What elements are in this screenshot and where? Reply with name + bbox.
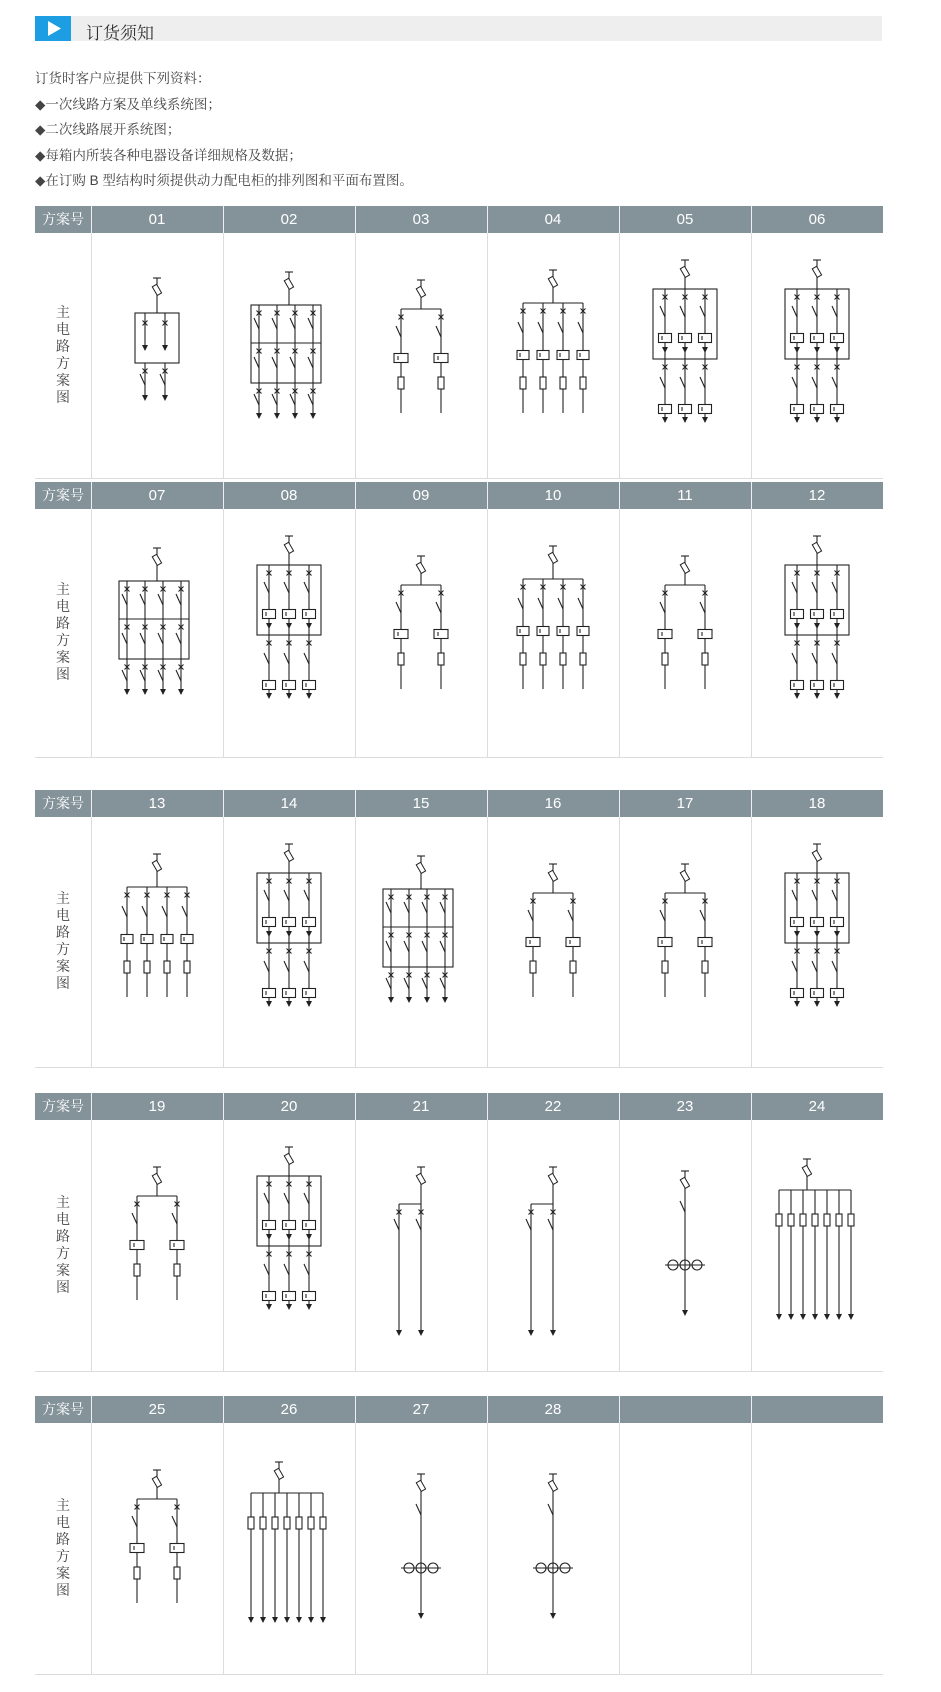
main-circuit-diagram-label: [35, 581, 91, 683]
circuit-diagram-svg: [751, 509, 883, 757]
circuit-diagram-svg: [91, 1423, 223, 1674]
scheme-diagram-row: [35, 1423, 883, 1675]
note-item: ◆二次线路展开系统图；: [35, 122, 181, 137]
scheme-number-label: 方案号: [42, 795, 84, 811]
circuit-diagram-svg: [619, 1120, 751, 1371]
label-char: 图: [56, 666, 70, 682]
scheme-number-label: 方案号: [42, 1098, 84, 1114]
header-divider: [487, 1093, 488, 1120]
column-divider: [751, 1423, 752, 1674]
header-divider: [619, 206, 620, 233]
circuit-diagram-svg: [355, 233, 487, 478]
section-title: 订货须知: [86, 24, 154, 43]
scheme-header-row: [35, 790, 883, 817]
label-char: 路: [56, 1531, 70, 1547]
note-item: ◆在订购 B 型结构时须提供动力配电柜的排列图和平面布置图。: [35, 173, 413, 188]
label-char: 主: [56, 890, 70, 906]
scheme-number: 12: [808, 487, 826, 504]
circuit-diagram-svg: [91, 233, 223, 478]
label-char: 主: [56, 581, 70, 597]
circuit-diagram-svg: [355, 1423, 487, 1674]
scheme-number: 14: [280, 795, 298, 812]
scheme-number: 06: [808, 211, 826, 228]
scheme-number: 15: [412, 795, 430, 812]
scheme-number: 23: [676, 1098, 694, 1115]
scheme-number: 25: [148, 1401, 166, 1418]
scheme-block: [35, 1093, 883, 1371]
header-divider: [487, 206, 488, 233]
label-char: 方: [56, 1548, 70, 1564]
circuit-diagram-svg: [487, 509, 619, 757]
header-divider: [223, 482, 224, 509]
ordering-notes: [35, 66, 413, 194]
label-char: 方: [56, 632, 70, 648]
label-char: 电: [56, 1514, 70, 1530]
circuit-diagram: [751, 233, 883, 478]
header-divider: [355, 206, 356, 233]
header-divider: [487, 482, 488, 509]
scheme-number: 24: [808, 1098, 826, 1115]
label-char: 方: [56, 355, 70, 371]
label-char: 案: [56, 1565, 70, 1581]
header-divider: [91, 1396, 92, 1423]
header-divider: [487, 790, 488, 817]
circuit-diagram-svg: [487, 817, 619, 1067]
scheme-number: [619, 1396, 751, 1423]
circuit-diagram-svg: [223, 1423, 355, 1674]
label-char: 图: [56, 1582, 70, 1598]
label-char: 图: [56, 1279, 70, 1295]
label-char: 电: [56, 1211, 70, 1227]
circuit-diagram-svg: [223, 1120, 355, 1371]
header-divider: [223, 1093, 224, 1120]
circuit-diagram: [619, 817, 751, 1067]
header-divider: [751, 206, 752, 233]
header-divider: [91, 1093, 92, 1120]
scheme-diagram-row: [35, 817, 883, 1068]
circuit-diagram: [355, 509, 487, 757]
note-item: ◆一次线路方案及单线系统图；: [35, 96, 221, 112]
circuit-diagram-svg: [751, 1120, 883, 1371]
circuit-diagram: [751, 1120, 883, 1371]
circuit-diagram-svg: [751, 233, 883, 478]
scheme-number: 05: [676, 211, 694, 228]
circuit-diagram: [619, 233, 751, 478]
circuit-diagram: [487, 817, 619, 1067]
header-divider: [751, 1396, 752, 1423]
header-divider: [487, 1396, 488, 1423]
scheme-number: 09: [412, 487, 430, 504]
circuit-diagram: [619, 509, 751, 757]
header-divider: [619, 1093, 620, 1120]
header-divider: [91, 790, 92, 817]
circuit-diagram: [619, 1120, 751, 1371]
label-char: 案: [56, 1262, 70, 1278]
scheme-number: 18: [808, 795, 826, 812]
circuit-diagram: [91, 1423, 223, 1674]
circuit-diagram-svg: [91, 817, 223, 1067]
scheme-number-label: 方案号: [42, 1401, 84, 1417]
circuit-diagram: [487, 1120, 619, 1371]
circuit-diagram-svg: [487, 1423, 619, 1674]
scheme-number: 17: [676, 795, 694, 812]
label-char: 电: [56, 598, 70, 614]
header-divider: [355, 1093, 356, 1120]
circuit-diagram: [751, 509, 883, 757]
circuit-diagram: [487, 1423, 619, 1674]
main-circuit-diagram-label: [35, 304, 91, 406]
circuit-diagram: [355, 817, 487, 1067]
circuit-diagram: [91, 233, 223, 478]
main-circuit-diagram-label: [35, 1194, 91, 1296]
circuit-diagram-svg: [355, 1120, 487, 1371]
label-char: 电: [56, 907, 70, 923]
circuit-diagram: [91, 1120, 223, 1371]
circuit-diagram-svg: [619, 233, 751, 478]
scheme-number: 08: [280, 487, 298, 504]
circuit-diagram: [355, 1120, 487, 1371]
scheme-number: 26: [280, 1401, 298, 1418]
scheme-number: 21: [412, 1098, 430, 1115]
circuit-diagram: [223, 233, 355, 478]
circuit-diagram: [751, 817, 883, 1067]
header-divider: [91, 206, 92, 233]
scheme-number: 04: [544, 211, 562, 228]
circuit-diagram: [223, 817, 355, 1067]
scheme-number: 02: [280, 211, 298, 228]
scheme-block: [35, 790, 883, 1067]
scheme-diagram-row: [35, 1120, 883, 1372]
header-divider: [355, 482, 356, 509]
scheme-header-row: [35, 206, 883, 233]
circuit-diagram: [91, 509, 223, 757]
circuit-diagram-svg: [91, 1120, 223, 1371]
header-divider: [355, 1396, 356, 1423]
scheme-block: [35, 482, 883, 757]
scheme-header-row: [35, 482, 883, 509]
scheme-number: 11: [677, 487, 693, 504]
play-arrow-icon: [35, 16, 71, 41]
circuit-diagram-svg: [223, 817, 355, 1067]
scheme-block: [35, 206, 883, 478]
scheme-number: 13: [148, 795, 166, 812]
label-char: 电: [56, 321, 70, 337]
note-item: ◆每箱内所装各种电器设备详细规格及数据；: [35, 147, 302, 163]
scheme-block: [35, 1396, 883, 1674]
circuit-diagram: [355, 233, 487, 478]
scheme-number: 19: [148, 1098, 166, 1115]
main-circuit-diagram-label: [35, 1497, 91, 1599]
label-char: 路: [56, 615, 70, 631]
circuit-diagram-svg: [487, 1120, 619, 1371]
scheme-number: 10: [544, 487, 562, 504]
circuit-diagram-svg: [619, 817, 751, 1067]
scheme-number: 16: [544, 795, 562, 812]
scheme-number: 27: [412, 1401, 430, 1418]
label-char: 路: [56, 924, 70, 940]
circuit-diagram: [223, 1423, 355, 1674]
header-divider: [91, 482, 92, 509]
label-char: 方: [56, 1245, 70, 1261]
circuit-diagram-svg: [619, 509, 751, 757]
header-divider: [355, 790, 356, 817]
circuit-diagram-svg: [355, 509, 487, 757]
scheme-number: 07: [148, 487, 166, 504]
header-divider: [223, 1396, 224, 1423]
header-divider: [619, 482, 620, 509]
label-char: 图: [56, 975, 70, 991]
header-divider: [751, 790, 752, 817]
circuit-diagram: [487, 509, 619, 757]
header-divider: [751, 1093, 752, 1120]
scheme-number: 22: [544, 1098, 562, 1115]
label-char: 案: [56, 649, 70, 665]
header-divider: [751, 482, 752, 509]
section-title-bar: [35, 16, 882, 41]
circuit-diagram: [91, 817, 223, 1067]
label-char: 案: [56, 958, 70, 974]
label-char: 路: [56, 338, 70, 354]
header-divider: [619, 790, 620, 817]
note-intro: 订货时客户应提供下列资料：: [35, 71, 211, 86]
scheme-number-label: 方案号: [42, 487, 84, 503]
scheme-diagram-row: [35, 233, 883, 479]
label-char: 主: [56, 1194, 70, 1210]
header-divider: [223, 206, 224, 233]
scheme-header-row: [35, 1093, 883, 1120]
label-char: 路: [56, 1228, 70, 1244]
label-char: 主: [56, 1497, 70, 1513]
scheme-number-label: 方案号: [42, 211, 84, 227]
circuit-diagram: [487, 233, 619, 478]
scheme-number: 01: [148, 211, 166, 228]
circuit-diagram-svg: [487, 233, 619, 478]
scheme-number: [751, 1396, 883, 1423]
scheme-header-row: [35, 1396, 883, 1423]
column-divider: [619, 1423, 620, 1674]
label-char: 案: [56, 372, 70, 388]
scheme-number: 20: [280, 1098, 298, 1115]
header-divider: [223, 790, 224, 817]
circuit-diagram-svg: [91, 509, 223, 757]
circuit-diagram-svg: [751, 817, 883, 1067]
circuit-diagram: [355, 1423, 487, 1674]
label-char: 方: [56, 941, 70, 957]
circuit-diagram: [223, 1120, 355, 1371]
header-divider: [619, 1396, 620, 1423]
label-char: 主: [56, 304, 70, 320]
main-circuit-diagram-label: [35, 890, 91, 992]
label-char: 图: [56, 389, 70, 405]
circuit-diagram-svg: [223, 509, 355, 757]
scheme-diagram-row: [35, 509, 883, 758]
circuit-diagram-svg: [223, 233, 355, 478]
circuit-diagram-svg: [355, 817, 487, 1067]
circuit-diagram: [223, 509, 355, 757]
scheme-number: 28: [544, 1401, 562, 1418]
scheme-number: 03: [412, 211, 430, 228]
